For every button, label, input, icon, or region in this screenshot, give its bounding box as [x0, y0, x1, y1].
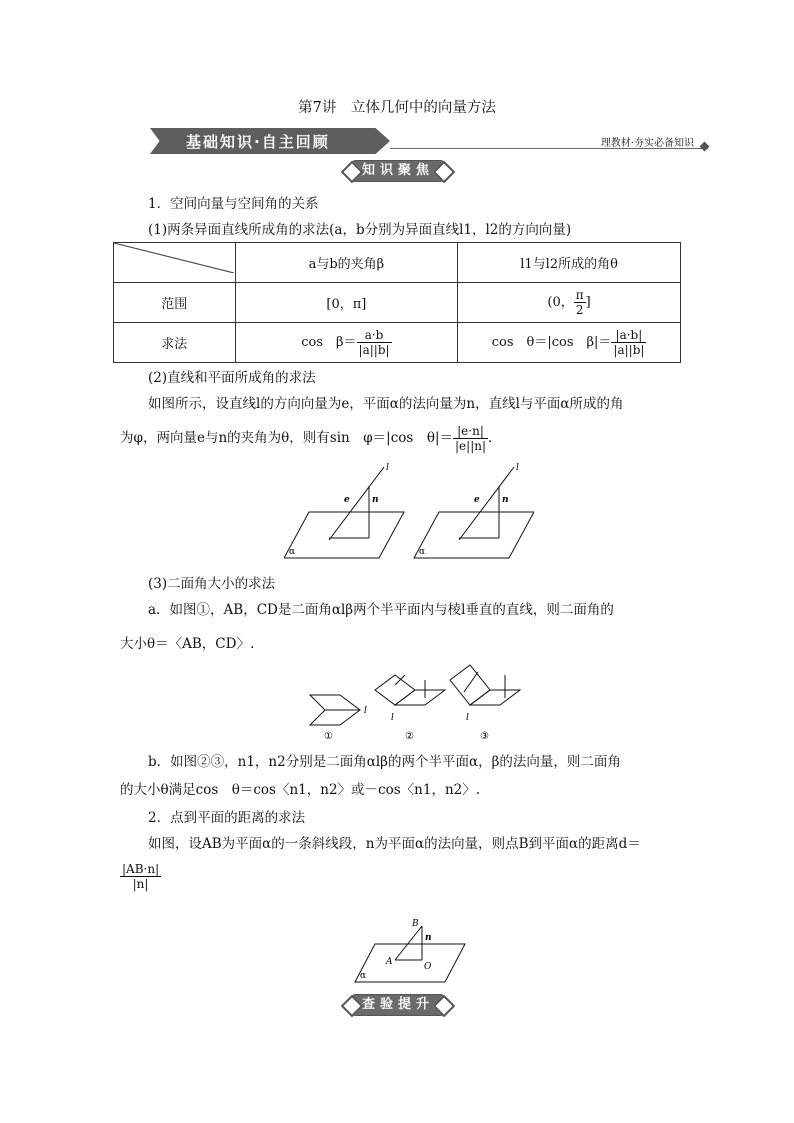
fig-label-2: ② — [405, 731, 414, 740]
s1-p2: 为φ，两向量e与n的夹角为θ，则有sin φ＝|cos θ|＝ $\frac{|e\cdot n|}{|e||n|}$ ． — [120, 424, 502, 453]
table-row1-c2: (0， $\frac{\pi}{2}$ ] — [458, 283, 681, 323]
banner-subtitle: 理教材·夯实必备知识 — [600, 138, 694, 149]
svg-text:α: α — [419, 547, 426, 557]
table-col2-header: l1与l2所成的角θ — [458, 243, 681, 283]
dihedral-figures — [300, 660, 530, 740]
e-label: e — [344, 495, 350, 505]
table-row2-label: 求法 — [114, 323, 236, 363]
svg-text:l: l — [466, 713, 469, 723]
table-row1-c1: [0，π] — [235, 283, 458, 323]
distance-formula — [120, 862, 161, 891]
dihedral-figure-2 — [375, 675, 445, 740]
svg-text:l: l — [516, 463, 519, 473]
check-tag: 查验提升 — [352, 994, 444, 1016]
line-plane-figure-2 — [414, 463, 534, 558]
cos-beta-frac: $\frac{a\cdot b}{|a||b|}$ — [358, 328, 390, 357]
sin-phi-frac: $\frac{|e\cdot n|}{|e||n|}$ — [455, 424, 487, 453]
range-left: 0， — [552, 295, 574, 310]
cos-theta-frac: $\frac{|a\cdot b|}{|a||b|}$ — [613, 328, 645, 357]
page-title: 第7讲 立体几何中的向量方法 — [298, 100, 496, 116]
table-row2-c1: cos β＝ $\frac{a\cdot b}{|a||b|}$ — [235, 323, 458, 363]
n-label: n — [372, 495, 379, 505]
svg-text:A: A — [386, 957, 393, 967]
diagonal-line — [114, 243, 234, 273]
line-plane-figure-1 — [284, 463, 404, 558]
l-label: l — [386, 463, 389, 473]
s1-sub3: (3)二面角大小的求法 — [148, 576, 276, 592]
diamond-icon — [700, 142, 710, 152]
fig-label-3: ③ — [480, 731, 489, 740]
s1-sub2: (2)直线和平面所成角的求法 — [148, 370, 316, 386]
dihedral-figure-3 — [450, 665, 520, 740]
table-row2-c2: cos θ＝|cos β|＝ $\frac{|a\cdot b|}{|a||b|}$ — [458, 323, 681, 363]
knowledge-tag: 知识聚焦 — [352, 160, 444, 182]
alpha-label: α — [289, 547, 296, 557]
s1-sub1: (1)两条异面直线所成角的求法(a，b分别为异面直线l1，l2的方向向量) — [148, 222, 572, 238]
svg-text:n: n — [425, 933, 432, 943]
banner-label: 基础知识·自主回顾 — [186, 133, 330, 151]
svg-text:l: l — [364, 706, 367, 716]
s1-p1: 如图所示，设直线l的方向向量为e，平面α的法向量为n，直线l与平面α所成的角 — [148, 396, 624, 412]
table-col1-header: a与b的夹角β — [235, 243, 458, 283]
pi-over-2: $\frac{\pi}{2}$ — [575, 288, 584, 317]
svg-text:B: B — [412, 919, 419, 929]
svg-text:n: n — [502, 495, 509, 505]
s2-p1: 如图，设AB为平面α的一条斜线段，n为平面α的法向量，则点B到平面α的距离d＝ — [148, 836, 641, 852]
dihedral-figure-1 — [310, 695, 367, 740]
svg-text:l: l — [391, 713, 394, 723]
table-diagonal-cell — [114, 243, 236, 283]
svg-text:α: α — [360, 971, 367, 981]
line-plane-figures — [284, 462, 534, 562]
s1-pa1: a．如图①，AB，CD是二面角αlβ两个半平面内与棱l垂直的直线，则二面角的 — [148, 602, 614, 618]
table-row1-label: 范围 — [114, 283, 236, 323]
s1-heading: 1．空间向量与空间角的关系 — [148, 196, 319, 212]
distance-frac: $\frac{|AB\cdot n|}{|n|}$ — [122, 862, 160, 891]
s1-pa2: 大小θ＝〈AB，CD〉. — [120, 636, 255, 652]
fig-label-1: ① — [324, 731, 333, 740]
angle-table — [113, 242, 681, 363]
section-banner — [150, 128, 710, 156]
s2-heading: 2．点到平面的距离的求法 — [148, 810, 306, 826]
distance-figure — [350, 914, 470, 984]
svg-text:e: e — [474, 495, 480, 505]
s1-pb2: 的大小θ满足cos θ＝cos〈n1，n2〉或－cos〈n1，n2〉. — [120, 782, 481, 798]
svg-text:O: O — [424, 962, 432, 972]
s1-pb1: b．如图②③，n1，n2分别是二面角αlβ的两个半平面α，β的法向量，则二面角 — [148, 754, 621, 770]
